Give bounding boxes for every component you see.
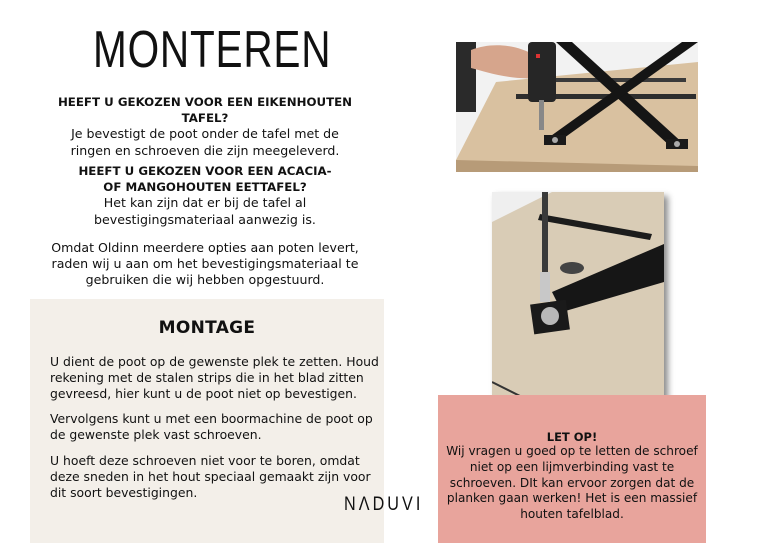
warning-line: houten tafelblad.	[520, 507, 624, 522]
warning-line: schroeven. DIt kan ervoor zorgen dat de	[449, 475, 695, 490]
screw-closeup-photo	[492, 192, 664, 402]
montage-panel	[30, 299, 384, 543]
options-text-line: gebruiken die wij hebben opgestuurd.	[85, 272, 325, 288]
montage-paragraph	[50, 453, 380, 501]
montage-line: gevreesd, hier kunt u de poot niet op bevestigen.	[50, 386, 357, 401]
montage-line: U hoeft deze schroeven niet voor te boren, omdat	[50, 453, 360, 468]
montage-paragraph	[50, 411, 380, 443]
acacia-section	[40, 163, 370, 228]
warning-line: planken gaan werken! Het is een massief	[446, 491, 698, 506]
montage-heading: MONTAGE	[158, 318, 256, 338]
montage-line: deze sneden in het hout speciaal gemaakt zijn voor	[50, 469, 371, 484]
oak-heading: HEEFT U GEKOZEN VOOR EEN EIKENHOUTEN TAFEL?	[57, 95, 353, 126]
drill-mounting-photo	[456, 42, 698, 172]
oak-section	[40, 94, 370, 159]
montage-line: dit soort bevestigingen.	[50, 485, 198, 500]
options-text-line: Omdat Oldinn meerdere opties aan poten levert,	[51, 240, 359, 255]
montage-paragraph	[50, 354, 380, 402]
options-text-line: raden wij u aan om het bevestigingsmateriaal te	[51, 256, 359, 272]
montage-line: U dient de poot op de gewenste plek te zetten. Houd	[50, 354, 379, 369]
naduvi-logo: NΛDUVI	[344, 494, 424, 515]
table-leg-drill-illustration	[456, 42, 698, 172]
warning-line: niet op een lijmverbinding vast te	[469, 459, 675, 474]
acacia-heading: HEEFT U GEKOZEN VOOR EEN ACACIA-	[78, 164, 332, 178]
warning-line: Wij vragen u goed op te letten de schroef	[446, 444, 698, 458]
montage-line: Vervolgens kunt u met een boormachine de poot op	[50, 411, 373, 426]
acacia-heading: OF MANGOHOUTEN EETTAFEL?	[103, 180, 307, 195]
warning-text	[442, 444, 702, 523]
page-title: MONTEREN	[93, 21, 332, 79]
oak-text-line: Je bevestigt de poot onder de tafel met de	[71, 126, 339, 142]
acacia-text-line: Het kan zijn dat er bij de tafel al	[103, 195, 307, 211]
oak-text-line: ringen en schroeven die zijn meegeleverd.	[70, 142, 340, 158]
acacia-text-line: bevestigingsmateriaal aanwezig is.	[94, 211, 316, 227]
options-section	[30, 240, 380, 289]
screw-closeup-illustration	[492, 192, 664, 402]
montage-line: rekening met de stalen strips die in het blad zitten	[50, 370, 364, 385]
warning-panel	[438, 395, 706, 543]
warning-heading: LET OP!	[546, 430, 598, 444]
montage-line: de gewenste plek vast schroeven.	[50, 427, 262, 442]
